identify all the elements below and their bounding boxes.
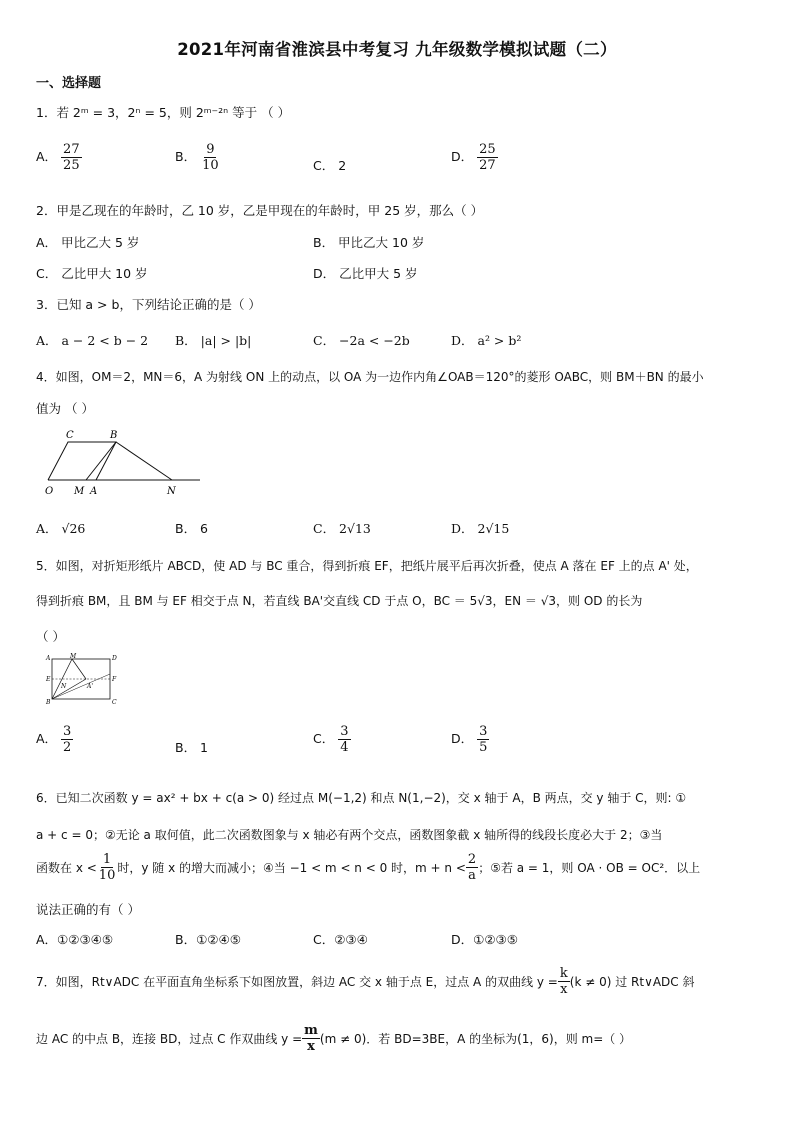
q6-option-d[interactable]: D．①②③⑤ [451, 932, 518, 947]
q1-option-a[interactable] [36, 142, 82, 173]
q4-fig-label-n: N [167, 486, 176, 497]
q5-stem-line1: 5．如图，对折矩形纸片 ABCD，使 AD 与 BC 重合，得到折痕 EF，把纸片展平后再次折叠，使点 A 落在 EF 上的点 A' 处， [36, 559, 698, 573]
q6-line2: a + c = 0；②无论 a 取何值，此二次函数图象与 x 轴必有两个交点，函数图象截 x 轴所得的线段长度必大于 2；③当 [36, 828, 663, 842]
q5-stem-line3: （ ） [36, 629, 65, 644]
q6-line3 [36, 852, 700, 883]
q4-option-c[interactable]: C． 2√13 [313, 521, 371, 536]
q4-fig-label-c: C [66, 430, 74, 441]
q7-line1-part-b: (k ≠ 0) 过 Rt∨ADC 斜 [569, 975, 695, 989]
q6-option-a[interactable]: A．①②③④⑤ [36, 932, 114, 947]
q4-option-b[interactable]: B． 6 [175, 521, 209, 536]
q2-option-d[interactable]: D． 乙比甲大 5 岁 [313, 266, 418, 281]
q1-option-a-label: A． [36, 149, 58, 164]
q2-stem: 2．甲是乙现在的年龄时，乙 10 岁，乙是甲现在的年龄时，甲 25 岁，那么（ ） [36, 203, 484, 218]
q1-option-b-fraction: $\frac{9}{10}$ [202, 142, 219, 173]
q4-fig-label-b: B [110, 430, 118, 441]
q6-line3-part-c: ；⑤若 a = 1，则 OA · OB = OC²．以上 [478, 861, 701, 875]
q3-option-c[interactable]: C． −2a < −2b [313, 333, 410, 348]
q5-option-d-label: D． [451, 731, 474, 746]
q2-option-b[interactable]: B． 甲比乙大 10 岁 [313, 235, 425, 250]
q5-option-d[interactable] [451, 724, 489, 755]
q5-option-c-fraction: $\frac{3}{4}$ [340, 724, 349, 755]
q5-fig-label-aprime: A' [87, 683, 93, 690]
q4-fig-label-a: A [90, 486, 98, 497]
q1-option-b[interactable] [175, 142, 221, 173]
q4-stem-line1: 4．如图，OM＝2，MN＝6，A 为射线 ON 上的动点，以 OA 为一边作内角∠OAB＝120°的菱形 OABC，则 BM＋BN 的最小 [36, 370, 704, 384]
q3-option-a[interactable]: A． a − 2 < b − 2 [36, 333, 149, 348]
q7-line1 [36, 966, 695, 997]
q5-fig-label-e: E [46, 676, 51, 683]
q4-rhombus-figure [40, 428, 205, 500]
q5-fig-label-c: C [112, 699, 117, 706]
q5-fig-label-b: B [46, 699, 51, 706]
q6-line3-part-a: 函数在 x < [36, 861, 97, 875]
q7-line2 [36, 1023, 631, 1054]
q5-option-a[interactable] [36, 724, 73, 755]
q7-fraction-m-x: $\frac{m}{x}$ [304, 1023, 318, 1054]
q5-stem-line2: 得到折痕 BM，且 BM 与 EF 相交于点 N，若直线 BA'交直线 CD 于点 O，BC ＝ 5√3，EN ＝ √3，则 OD 的长为 [36, 594, 643, 608]
q3-stem: 3．已知 a > b，下列结论正确的是（ ） [36, 297, 261, 312]
q6-fraction-1-10: $\frac{1}{10}$ [98, 852, 116, 883]
q1-option-a-fraction: $\frac{27}{25}$ [63, 142, 80, 173]
q4-option-d[interactable]: D． 2√15 [451, 521, 510, 536]
q6-fraction-2-a: $\frac{2}{a}$ [467, 852, 477, 883]
page-title: 2021年河南省淮滨县中考复习 九年级数学模拟试题（二） [177, 40, 617, 59]
q1-stem: 1．若 2ᵐ = 3，2ⁿ = 5，则 2ᵐ⁻²ⁿ 等于 （ ） [36, 105, 291, 120]
q4-fig-label-m: M [74, 486, 85, 497]
q7-fraction-k-x: $\frac{k}{x}$ [559, 966, 568, 997]
q5-option-d-fraction: $\frac{3}{5}$ [479, 724, 488, 755]
q6-line4: 说法正确的有（ ） [36, 902, 140, 917]
q4-stem-line2: 值为 （ ） [36, 401, 94, 416]
q5-option-c-label: C． [313, 731, 335, 746]
q1-option-d-label: D． [451, 149, 474, 164]
q2-option-a[interactable]: A． 甲比乙大 5 岁 [36, 235, 140, 250]
q5-fig-label-d: D [112, 655, 117, 662]
q4-option-a[interactable]: A． √26 [36, 521, 86, 536]
section-heading-choice: 一、选择题 [36, 76, 102, 91]
q6-line1: 6．已知二次函数 y = ax² + bx + c(a > 0) 经过点 M(−1,2) 和点 N(1,−2)，交 x 轴于 A，B 两点，交 y 轴于 C，则: ① [36, 791, 687, 805]
q7-line2-part-a: 边 AC 的中点 B，连接 BD，过点 C 作双曲线 y = [36, 1032, 303, 1046]
q3-option-d[interactable]: D． a² > b² [451, 333, 522, 348]
q3-option-b[interactable]: B． |a| > |b| [175, 333, 252, 348]
q6-option-b[interactable]: B．①②④⑤ [175, 932, 241, 947]
q4-fig-label-o: O [45, 486, 54, 497]
q5-fig-label-n: N [61, 683, 67, 690]
q5-fig-label-a: A [46, 655, 51, 662]
q7-line1-part-a: 7．如图，Rt∨ADC 在平面直角坐标系下如图放置，斜边 AC 交 x 轴于点 E，过点 A 的双曲线 y = [36, 975, 558, 989]
q1-option-d[interactable] [451, 142, 498, 173]
q5-option-a-label: A． [36, 731, 58, 746]
q6-option-c[interactable]: C．②③④ [313, 932, 368, 947]
q1-option-c[interactable]: C． 2 [313, 158, 347, 173]
q5-rectangle-figure [42, 652, 122, 708]
q7-line2-part-b: (m ≠ 0)．若 BD=3BE，A 的坐标为(1，6)，则 m=（ ） [319, 1032, 632, 1046]
q5-fig-label-m: M [70, 653, 77, 660]
q5-option-c[interactable] [313, 724, 351, 755]
q5-option-a-fraction: $\frac{3}{2}$ [63, 724, 72, 755]
q5-fig-label-f: F [112, 676, 117, 683]
q1-option-b-label: B． [175, 149, 197, 164]
q6-line3-part-b: 时，y 随 x 的增大而减小；④当 −1 < m < n < 0 时，m + n < [117, 861, 466, 875]
q2-option-c[interactable]: C． 乙比甲大 10 岁 [36, 266, 148, 281]
q1-option-d-fraction: $\frac{25}{27}$ [479, 142, 496, 173]
q5-option-b[interactable]: B． 1 [175, 740, 209, 755]
